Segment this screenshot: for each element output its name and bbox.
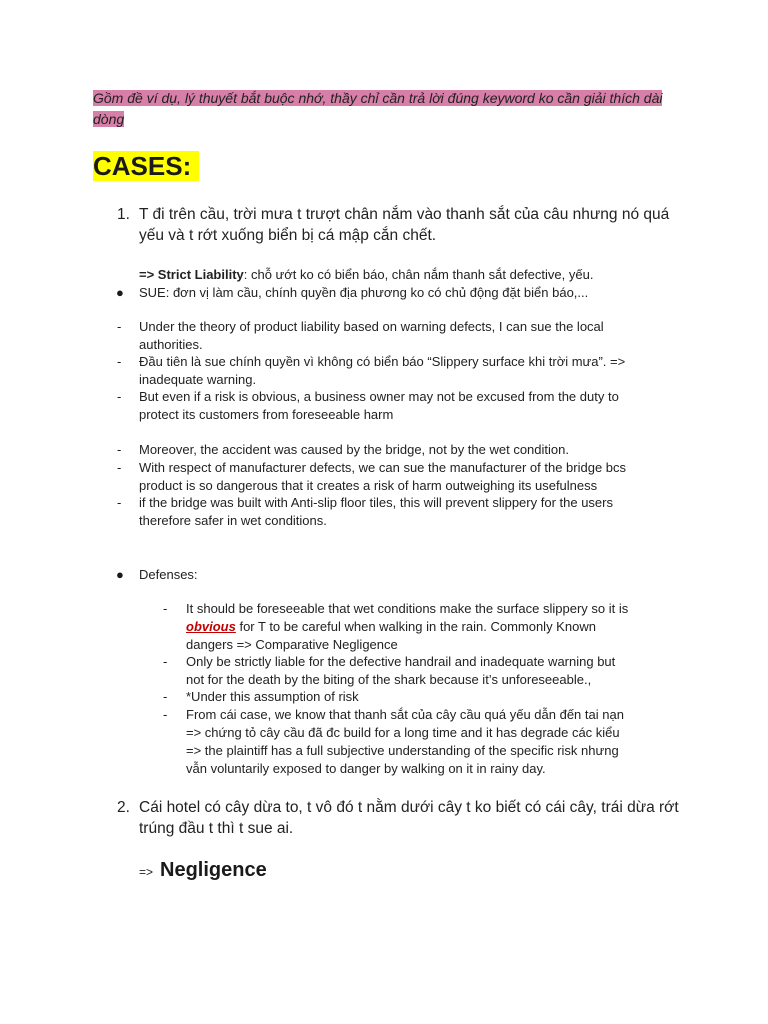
case-2-text: Cái hotel có cây dừa to, t vô đó t nằm dưới cây t ko biết có cái cây, trái dừa rớt trúng đầu t thì t sue ai. bbox=[139, 799, 679, 837]
bullet-icon: ● bbox=[116, 285, 124, 300]
negligence-arrow: => bbox=[139, 865, 154, 879]
sue-line: SUE: đơn vị làm cầu, chính quyền địa phương ko có chủ động đặt biển báo,... bbox=[139, 285, 589, 300]
point-b2-line2: product is so dangerous that it creates a risk of harm outweighing its usefulness bbox=[139, 478, 598, 493]
point-a2-line2: inadequate warning. bbox=[139, 372, 257, 387]
defense-1-line2 bbox=[186, 618, 596, 636]
point-b2-line1: With respect of manufacturer defects, we can sue the manufacturer of the bridge bcs bbox=[139, 460, 627, 475]
strict-liability-line bbox=[139, 266, 593, 284]
dash-icon: - bbox=[163, 654, 168, 669]
case-1-text: T đi trên cầu, trời mưa t trượt chân nắm vào thanh sắt của câu nhưng nó quá yếu và t rớt xuống biển bị cá mập cắn chết. bbox=[139, 206, 670, 244]
defense-4-line4: vẫn voluntarily exposed to danger by walking on it in rainy day. bbox=[186, 761, 546, 776]
defense-2-line2: not for the death by the biting of the shark because it’s unforeseeable., bbox=[186, 672, 592, 687]
dash-icon: - bbox=[117, 319, 122, 334]
defense-3-line: *Under this assumption of risk bbox=[186, 689, 359, 704]
case-2-number: 2. bbox=[117, 799, 130, 816]
dash-icon: - bbox=[117, 389, 122, 404]
defense-2-line1: Only be strictly liable for the defective handrail and inadequate warning but bbox=[186, 654, 616, 669]
obvious-keyword: obvious bbox=[186, 619, 236, 634]
dash-icon: - bbox=[117, 354, 122, 369]
point-a3-line2: protect its customers from foreseeable harm bbox=[139, 407, 394, 422]
defense-4-line1: From cái case, we know that thanh sắt của cây cầu quá yếu dẫn đến tai nạn bbox=[186, 707, 624, 722]
case-1-number: 1. bbox=[117, 206, 130, 223]
strict-liability-note: : chỗ ướt ko có biển báo, chân nắm thanh sắt defective, yếu. bbox=[243, 267, 594, 282]
point-a1-line2: authorities. bbox=[139, 337, 203, 352]
cases-heading bbox=[93, 150, 199, 182]
dash-icon: - bbox=[117, 442, 122, 457]
point-b3-line2: therefore safer in wet conditions. bbox=[139, 513, 327, 528]
dash-icon: - bbox=[163, 601, 168, 616]
point-a3-line1: But even if a risk is obvious, a business owner may not be excused from the duty to bbox=[139, 389, 619, 404]
defense-1-line3: dangers => Comparative Negligence bbox=[186, 637, 398, 652]
defense-1-rest: for T to be careful when walking in the rain. Commonly Known bbox=[235, 619, 596, 634]
defense-1-line1: It should be foreseeable that wet conditions make the surface slippery so it is bbox=[186, 601, 629, 616]
intro-highlight: Gồm đề ví dụ, lý thuyết bắt buộc nhớ, thầy chỉ cần trả lời đúng keyword ko cần giải thích dài dòng bbox=[93, 90, 663, 127]
defense-4-line3: => the plaintiff has a full subjective understanding of the specific risk nhưng bbox=[186, 743, 619, 758]
dash-icon: - bbox=[163, 707, 168, 722]
dash-icon: - bbox=[117, 495, 122, 510]
point-b1-line1: Moreover, the accident was caused by the bridge, not by the wet condition. bbox=[139, 442, 569, 457]
strict-liability-label: => Strict Liability bbox=[139, 267, 244, 282]
point-a1-line1: Under the theory of product liability based on warning defects, I can sue the local bbox=[139, 319, 604, 334]
cases-heading-text: CASES: bbox=[93, 151, 199, 181]
defenses-label: Defenses: bbox=[139, 567, 198, 582]
intro-note bbox=[93, 88, 663, 130]
negligence-label: Negligence bbox=[160, 859, 267, 881]
point-a2-line1: Đầu tiên là sue chính quyền vì không có biển báo “Slippery surface khi trời mưa”. => bbox=[139, 354, 626, 369]
defense-4-line2: => chứng tỏ cây cầu đã đc build for a long time and it has degrade các kiểu bbox=[186, 725, 620, 740]
bullet-icon: ● bbox=[116, 567, 124, 582]
point-b3-line1: if the bridge was built with Anti-slip floor tiles, this will prevent slippery for the users bbox=[139, 495, 613, 510]
dash-icon: - bbox=[163, 689, 168, 704]
dash-icon: - bbox=[117, 460, 122, 475]
